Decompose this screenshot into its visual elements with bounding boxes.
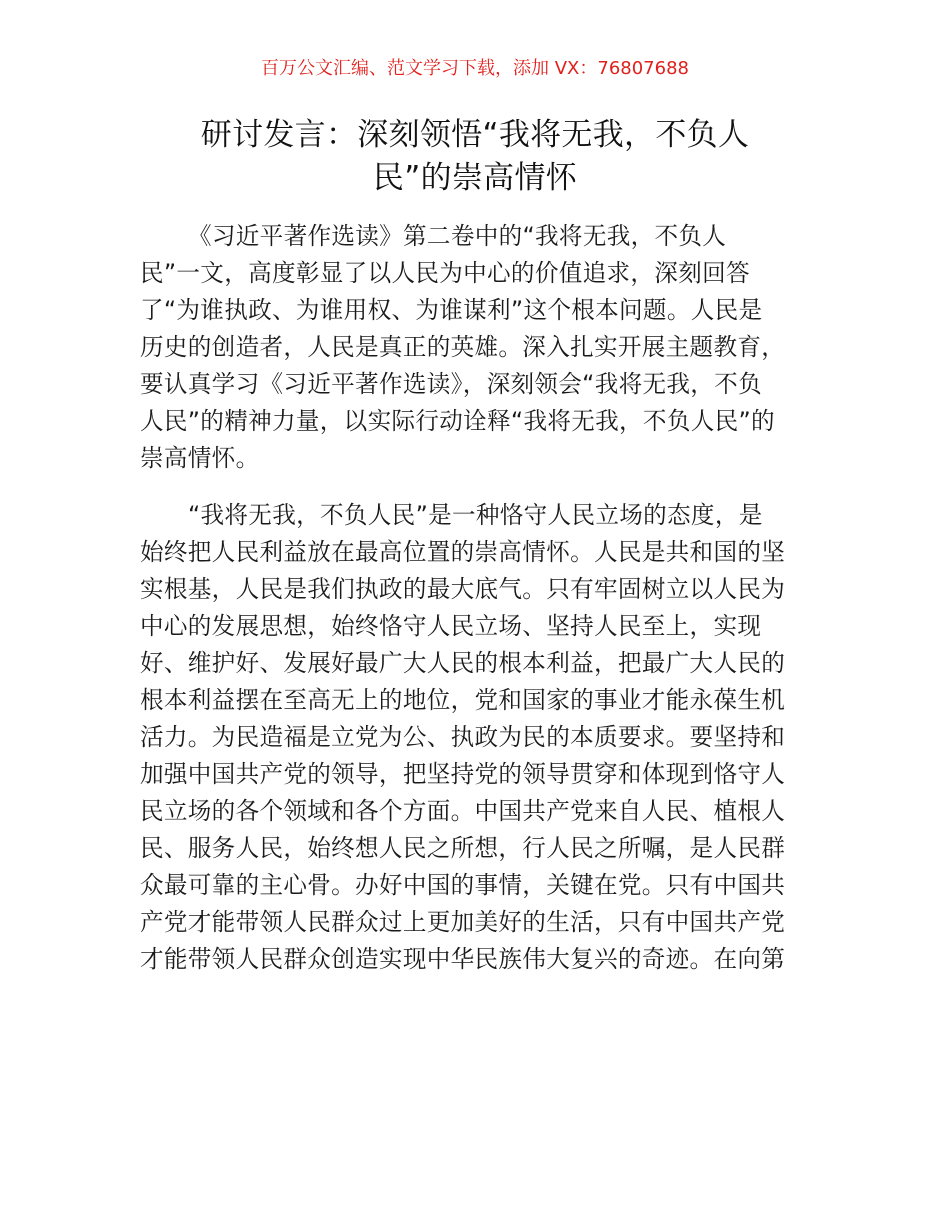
paragraph-line: 实根基，人民是我们执政的最大底气。只有牢固树立以人民为	[140, 575, 786, 603]
paragraph-line: 才能带领人民群众创造实现中华民族伟大复兴的奇迹。在向第	[140, 945, 786, 973]
paragraph-line: 民”一文，高度彰显了以人民为中心的价值追求，深刻回答	[140, 259, 750, 287]
paragraph-line: 好、维护好、发展好最广大人民的根本利益，把最广大人民的	[140, 649, 786, 677]
title-line-2: 民”的崇高情怀	[372, 160, 578, 196]
watermark-header: 百万公文汇编、范文学习下载，添加 VX：76807688	[261, 58, 689, 79]
document-body	[140, 218, 812, 978]
document-title	[150, 114, 800, 200]
paragraph-line: 崇高情怀。	[140, 444, 260, 472]
paragraph-2	[140, 497, 812, 978]
paragraph-line: 产党才能带领人民群众过上更加美好的生活，只有中国共产党	[140, 908, 786, 936]
paragraph-line: 民、服务人民，始终想人民之所想，行人民之所嘱，是人民群	[140, 834, 786, 862]
paragraph-line: 要认真学习《习近平著作选读》，深刻领会“我将无我，不负	[140, 370, 762, 398]
paragraph-line: 众最可靠的主心骨。办好中国的事情，关键在党。只有中国共	[140, 871, 786, 899]
paragraph-line: 始终把人民利益放在最高位置的崇高情怀。人民是共和国的坚	[140, 538, 786, 566]
paragraph-1	[140, 218, 812, 477]
paragraph-line: 中心的发展思想，始终恪守人民立场、坚持人民至上，实现	[140, 612, 762, 640]
paragraph-line: 活力。为民造福是立党为公、执政为民的本质要求。要坚持和	[140, 723, 786, 751]
paragraph-line: 人民”的精神力量，以实际行动诠释“我将无我，不负人民”的	[140, 407, 775, 435]
paragraph-line: 民立场的各个领域和各个方面。中国共产党来自人民、植根人	[140, 797, 786, 825]
paragraph-line: 加强中国共产党的领导，把坚持党的领导贯穿和体现到恪守人	[140, 760, 786, 788]
paragraph-line: 根本利益摆在至高无上的地位，党和国家的事业才能永葆生机	[140, 686, 786, 714]
paragraph-line: 历史的创造者，人民是真正的英雄。深入扎实开展主题教育，	[140, 333, 786, 361]
title-line-1: 研讨发言：深刻领悟“我将无我，不负人	[200, 117, 750, 153]
paragraph-line: “我将无我，不负人民”是一种恪守人民立场的态度，是	[188, 501, 763, 529]
paragraph-line: 《习近平著作选读》第二卷中的“我将无我，不负人	[188, 222, 727, 250]
paragraph-line: 了“为谁执政、为谁用权、为谁谋利”这个根本问题。人民是	[140, 296, 763, 324]
